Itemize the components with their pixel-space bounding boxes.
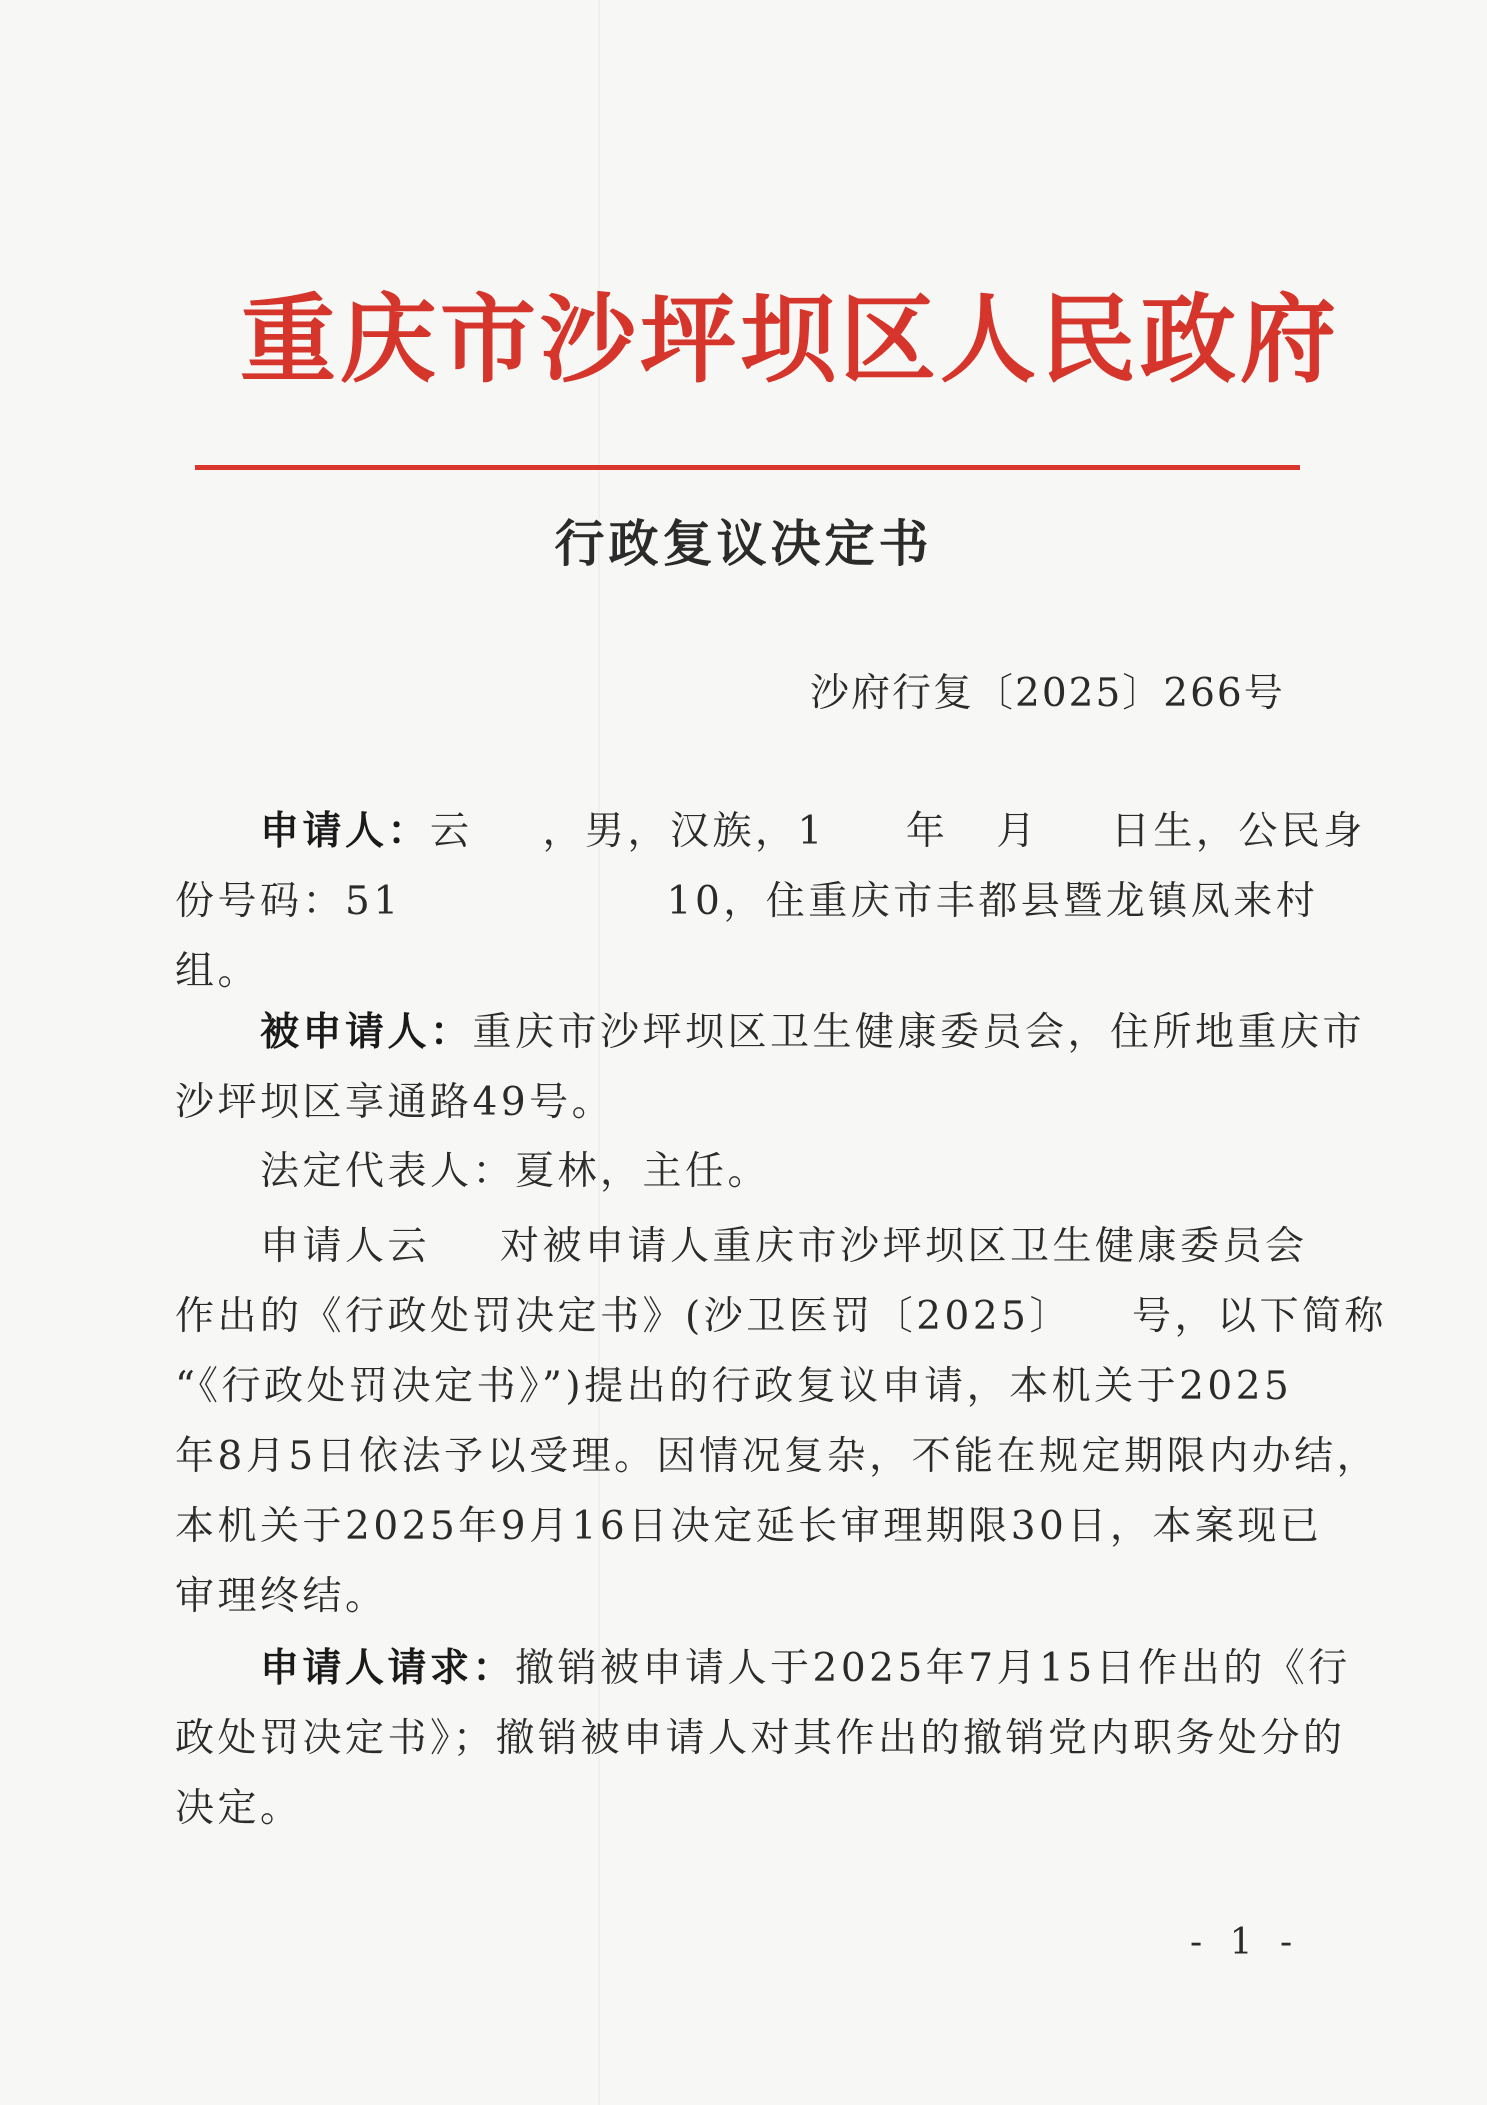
masthead-red-rule — [195, 465, 1300, 470]
case-intro-line-1 — [175, 1212, 1308, 1282]
respondent-paragraph — [175, 997, 1366, 1138]
case-intro-line-5: 本机关于2025年9月16日决定延长审理期限30日，本案现已 — [175, 1504, 1323, 1549]
applicant-name: 云 — [430, 809, 473, 854]
masthead-org-name: 重庆市沙坪坝区人民政府 — [240, 283, 1340, 396]
case-intro-respondent: 对被申请人重庆市沙坪坝区卫生健康委员会 — [500, 1224, 1308, 1269]
applicant-birth-year: 年 — [905, 809, 949, 854]
case-intro-paragraph — [175, 1212, 1387, 1632]
legal-rep-paragraph — [175, 1137, 1285, 1207]
page-number: - 1 - — [1190, 1922, 1301, 1963]
request-paragraph — [175, 1633, 1351, 1844]
respondent-line-2: 沙坪坝区享通路49号。 — [175, 1080, 615, 1125]
request-text: 撤销被申请人于2025年7月15日作出的《行 — [515, 1646, 1351, 1691]
request-label: 申请人请求： — [260, 1645, 516, 1691]
applicant-birth-month: 月 — [996, 809, 1039, 854]
applicant-birth-day: 日生，公民身 — [1110, 809, 1366, 854]
case-intro-abbrev: 号，以下简称 — [1131, 1294, 1387, 1339]
request-line-2: 政处罚决定书》；撤销被申请人对其作出的撤销党内职务处分的 — [175, 1716, 1346, 1761]
respondent-info: 重庆市沙坪坝区卫生健康委员会，住所地重庆市 — [472, 1010, 1366, 1055]
applicant-id-prefix: 份号码：51 — [175, 879, 402, 924]
applicant-line-3: 组。 — [175, 949, 261, 994]
applicant-line-1 — [175, 796, 1366, 867]
case-intro-line-2 — [175, 1282, 1387, 1352]
applicant-info: ，男，汉族，1 — [542, 809, 826, 854]
document-title: 行政复议决定书 — [554, 514, 933, 573]
case-intro-line-3: “《行政处罚决定书》”)提出的行政复议申请，本机关于2025 — [175, 1364, 1293, 1409]
applicant-line-2 — [175, 867, 1319, 937]
document-number: 沙府行复〔2025〕266号 — [810, 671, 1285, 716]
respondent-label: 被申请人： — [260, 1009, 473, 1055]
legal-rep-line: 法定代表人：夏林，主任。 — [260, 1149, 771, 1194]
request-line-1 — [175, 1633, 1351, 1704]
case-intro-line-4: 年8月5日依法予以受理。因情况复杂，不能在规定期限内办结， — [175, 1434, 1380, 1479]
request-line-3: 决定。 — [175, 1786, 303, 1831]
case-intro-applicant: 申请人云 — [260, 1224, 431, 1269]
respondent-line-1 — [175, 997, 1366, 1068]
applicant-paragraph — [175, 796, 1366, 1007]
applicant-label: 申请人： — [260, 808, 431, 854]
case-intro-decision: 作出的《行政处罚决定书》(沙卫医罚〔2025〕 — [175, 1294, 1072, 1339]
applicant-address: 10，住重庆市丰都县暨龙镇凤来村 — [666, 879, 1319, 924]
case-intro-line-6: 审理终结。 — [175, 1574, 388, 1619]
